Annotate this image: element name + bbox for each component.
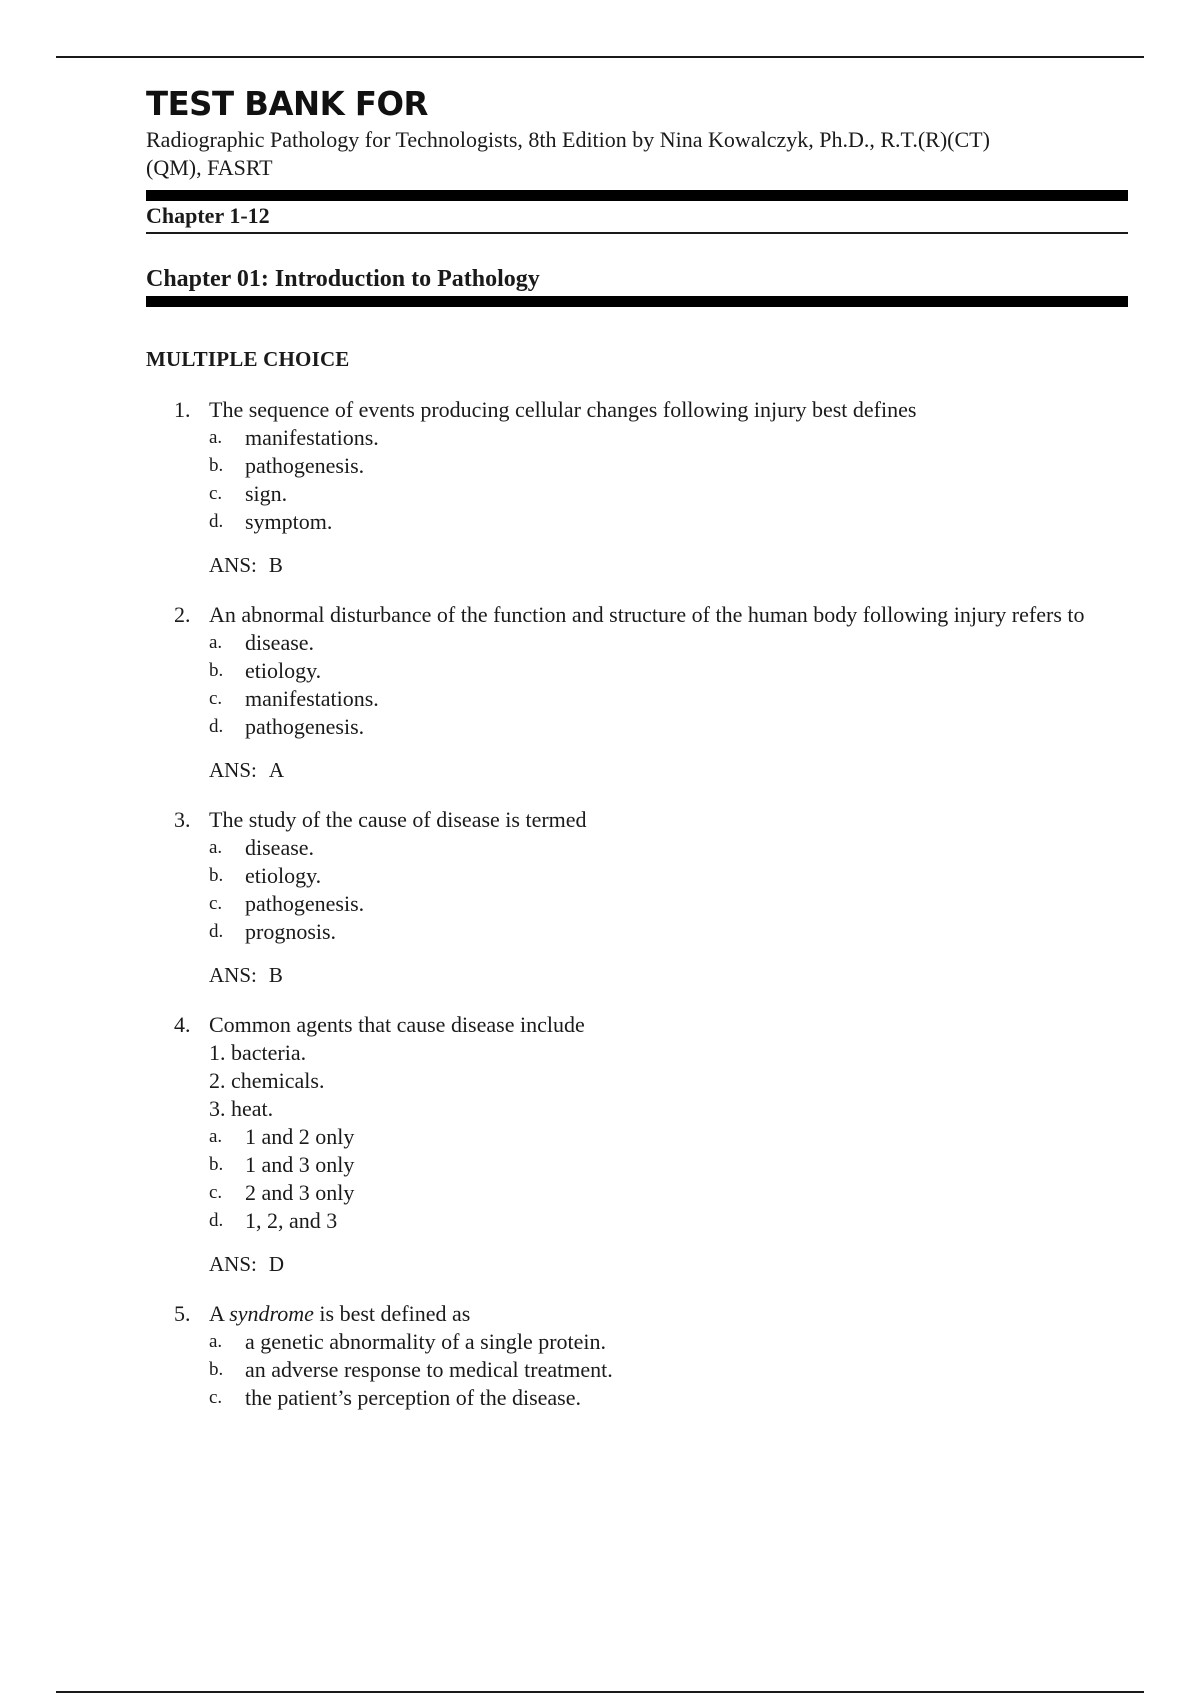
option-letter: b. bbox=[209, 1359, 224, 1380]
option-a bbox=[209, 1328, 1128, 1356]
option-b bbox=[209, 1356, 1128, 1384]
document-title: TEST BANK FOR bbox=[146, 84, 428, 123]
option-text: pathogenesis. bbox=[245, 453, 365, 478]
question-text: An abnormal disturbance of the function and structure of the human body following injury refers to bbox=[209, 602, 1085, 627]
option-letter: b. bbox=[209, 1154, 224, 1175]
option-text: a genetic abnormality of a single protein. bbox=[245, 1329, 607, 1354]
option-letter: a. bbox=[209, 632, 223, 653]
option-text: sign. bbox=[245, 481, 288, 506]
option-letter: c. bbox=[209, 483, 223, 504]
question-1 bbox=[146, 396, 1128, 579]
option-text: 1, 2, and 3 bbox=[245, 1208, 338, 1233]
answer-label: ANS: bbox=[209, 963, 257, 987]
option-text: 2 and 3 only bbox=[245, 1180, 355, 1205]
answer-line bbox=[209, 551, 1128, 579]
option-text: pathogenesis. bbox=[245, 891, 365, 916]
answer-label: ANS: bbox=[209, 1252, 257, 1276]
question-number: 2. bbox=[174, 602, 191, 627]
option-letter: a. bbox=[209, 837, 223, 858]
option-letter: c. bbox=[209, 688, 223, 709]
option-letter: a. bbox=[209, 427, 223, 448]
option-a bbox=[209, 629, 1128, 657]
option-a bbox=[209, 424, 1128, 452]
option-letter: d. bbox=[209, 921, 224, 942]
option-text: pathogenesis. bbox=[245, 714, 365, 739]
option-letter: d. bbox=[209, 511, 224, 532]
question-number: 4. bbox=[174, 1012, 191, 1037]
question-text-start: A bbox=[209, 1301, 230, 1326]
bottom-divider bbox=[56, 1691, 1144, 1693]
option-a bbox=[209, 1123, 1128, 1151]
option-c bbox=[209, 890, 1128, 918]
option-d bbox=[209, 508, 1128, 536]
option-text: 1 and 3 only bbox=[245, 1152, 355, 1177]
option-text: the patient’s perception of the disease. bbox=[245, 1385, 581, 1410]
option-text: prognosis. bbox=[245, 919, 337, 944]
option-text: etiology. bbox=[245, 863, 322, 888]
option-d bbox=[209, 918, 1128, 946]
document-body bbox=[146, 82, 1128, 1412]
answer-line bbox=[209, 961, 1128, 989]
question-number: 3. bbox=[174, 807, 191, 832]
option-c bbox=[209, 685, 1128, 713]
option-text: disease. bbox=[245, 630, 315, 655]
answer-label: ANS: bbox=[209, 758, 257, 782]
question-text bbox=[209, 1300, 1128, 1328]
option-text: 1 and 2 only bbox=[245, 1124, 355, 1149]
option-letter: c. bbox=[209, 893, 223, 914]
option-b bbox=[209, 657, 1128, 685]
top-divider bbox=[56, 56, 1144, 58]
question-2 bbox=[146, 601, 1128, 784]
document-subtitle: Radiographic Pathology for Technologists, 8th Edition by Nina Kowalczyk, Ph.D., R.T.(R)(CT)(QM), FASRT bbox=[146, 127, 990, 180]
answer-label: ANS: bbox=[209, 553, 257, 577]
answer-value: D bbox=[268, 1252, 285, 1276]
option-c bbox=[209, 480, 1128, 508]
option-text: an adverse response to medical treatment. bbox=[245, 1357, 613, 1382]
option-letter: b. bbox=[209, 455, 224, 476]
option-letter: a. bbox=[209, 1126, 223, 1147]
chapter-divider bbox=[146, 296, 1128, 307]
question-5 bbox=[146, 1300, 1128, 1412]
option-text: symptom. bbox=[245, 509, 333, 534]
question-number: 1. bbox=[174, 397, 191, 422]
question-4 bbox=[146, 1011, 1128, 1278]
answer-value: B bbox=[268, 553, 283, 577]
option-d bbox=[209, 713, 1128, 741]
option-text: manifestations. bbox=[245, 425, 379, 450]
question-number: 5. bbox=[174, 1301, 191, 1326]
question-3 bbox=[146, 806, 1128, 989]
question-term: syndrome bbox=[229, 1301, 314, 1326]
option-letter: c. bbox=[209, 1387, 223, 1408]
option-letter: b. bbox=[209, 865, 224, 886]
answer-line bbox=[209, 756, 1128, 784]
question-text: The sequence of events producing cellular changes following injury best defines bbox=[209, 397, 917, 422]
list-item: 1. bacteria. bbox=[209, 1040, 307, 1065]
chapter-heading: Chapter 01: Introduction to Pathology bbox=[146, 266, 540, 292]
option-letter: d. bbox=[209, 1210, 224, 1231]
option-letter: a. bbox=[209, 1331, 223, 1352]
thin-divider bbox=[146, 232, 1128, 234]
question-text: Common agents that cause disease include bbox=[209, 1012, 585, 1037]
option-text: etiology. bbox=[245, 658, 322, 683]
answer-line bbox=[209, 1250, 1128, 1278]
option-c bbox=[209, 1179, 1128, 1207]
option-text: manifestations. bbox=[245, 686, 379, 711]
option-b bbox=[209, 452, 1128, 480]
option-b bbox=[209, 1151, 1128, 1179]
question-text-end: is best defined as bbox=[313, 1301, 471, 1326]
thick-divider bbox=[146, 190, 1128, 201]
question-text: The study of the cause of disease is termed bbox=[209, 807, 587, 832]
question-list bbox=[146, 396, 1128, 1412]
section-heading: MULTIPLE CHOICE bbox=[146, 347, 350, 371]
option-letter: c. bbox=[209, 1182, 223, 1203]
option-c bbox=[209, 1384, 1128, 1412]
answer-value: B bbox=[268, 963, 283, 987]
answer-value: A bbox=[268, 758, 285, 782]
chapter-range: Chapter 1-12 bbox=[146, 203, 270, 228]
list-item: 3. heat. bbox=[209, 1096, 274, 1121]
list-item: 2. chemicals. bbox=[209, 1068, 325, 1093]
option-letter: b. bbox=[209, 660, 224, 681]
option-b bbox=[209, 862, 1128, 890]
option-text: disease. bbox=[245, 835, 315, 860]
option-a bbox=[209, 834, 1128, 862]
option-d bbox=[209, 1207, 1128, 1235]
option-letter: d. bbox=[209, 716, 224, 737]
